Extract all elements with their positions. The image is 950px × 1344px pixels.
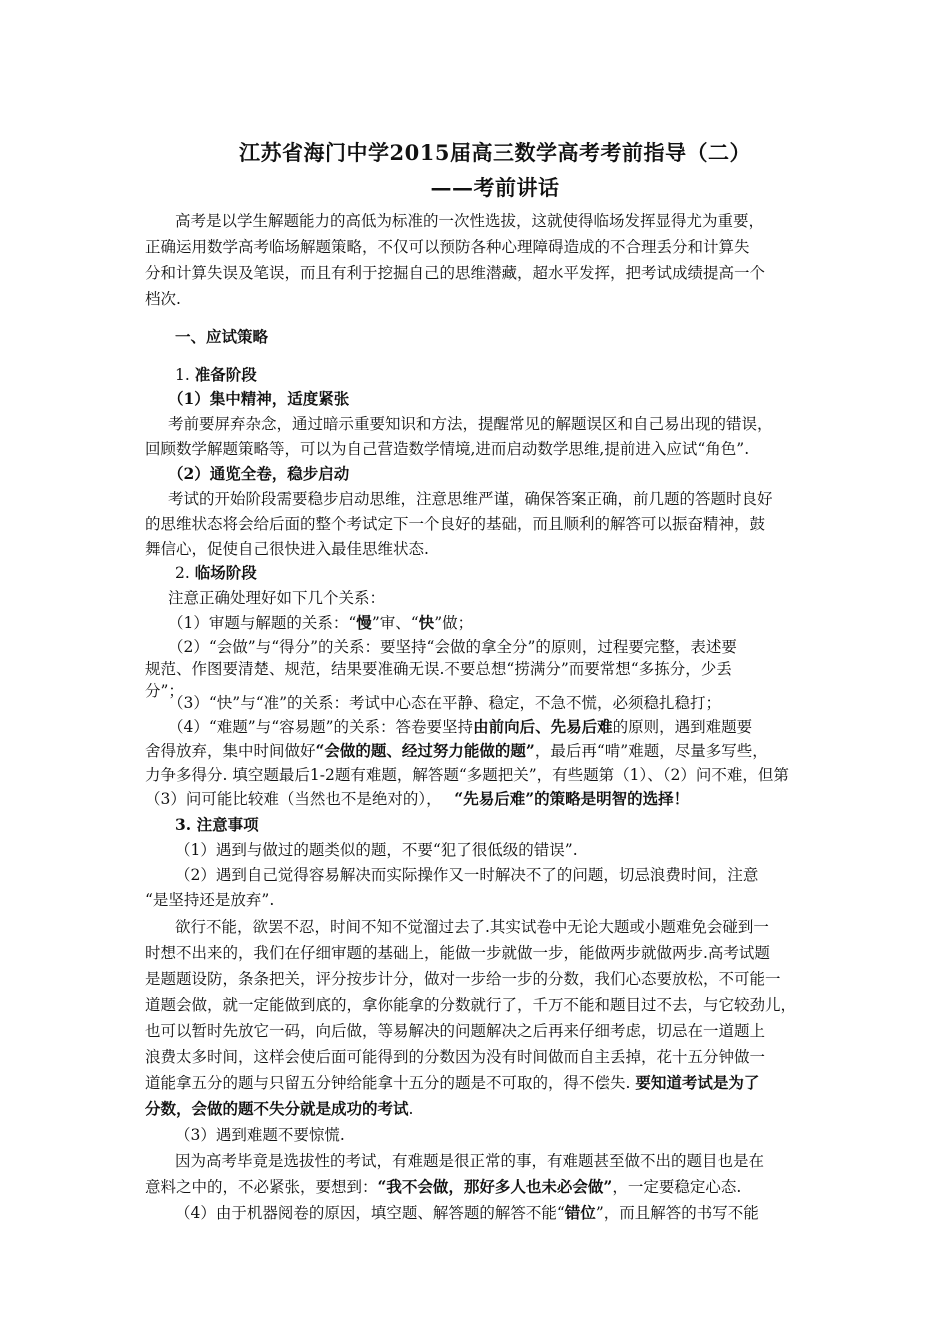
text-run: （3）“快”与“准”的关系：考试中心态在平静、稳定，不急不慌，必须稳扎稳打；: [168, 694, 722, 712]
paragraph-line: [145, 436, 825, 462]
text-run: （2）遇到自己觉得容易解决而实际操作又一时解决不了的问题，切忌浪费时间，注意: [175, 866, 759, 884]
bold-text-run: 分数，会做的题不失分就是成功的考试: [145, 1099, 409, 1118]
subsection-heading: [175, 560, 855, 586]
text-run: 的原则，遇到难题要: [612, 718, 753, 736]
text-run: 2.: [175, 564, 195, 582]
paragraph-line: [145, 887, 825, 913]
paragraph-line: [175, 837, 855, 863]
paragraph-line: [145, 966, 825, 992]
text-run: 是题题设防，条条把关，评分按步计分，做对一步给一步的分数，我们心态要放松，不可能一: [145, 970, 781, 988]
paragraph-line: [145, 940, 825, 966]
paragraph-line: [145, 1044, 825, 1070]
bold-text-run: 一、应试策略: [175, 327, 269, 346]
item-heading: [168, 386, 848, 412]
bold-text-run: “我不会做，那好多人也未必会做”: [377, 1177, 613, 1196]
paragraph-line: [145, 992, 825, 1018]
paragraph-line: [168, 714, 848, 740]
text-run: 回顾数学解题策略等，可以为自己营造数学情境,进而启动数学思维,提前进入应试“角色”.: [145, 440, 750, 458]
text-run: 档次.: [145, 290, 181, 308]
text-run: ”做；: [434, 614, 474, 632]
text-run: 高考是以学生解题能力的高低为标准的一次性选拔，这就使得临场发挥显得尤为重要，: [175, 212, 765, 230]
paragraph-line: [145, 1096, 825, 1122]
paragraph-line: [145, 1070, 825, 1096]
text-run: 舞信心，促使自己很快进入最佳思维状态.: [145, 540, 429, 558]
section-heading: [175, 324, 855, 350]
text-run: 意料之中的，不必紧张，要想到：: [145, 1178, 378, 1196]
text-run: （1）审题与解题的关系：“: [168, 614, 357, 632]
text-run: 正确运用数学高考临场解题策略，不仅可以预防各种心理障碍造成的不合理丢分和计算失: [145, 238, 750, 256]
text-run: 分和计算失误及笔误，而且有利于挖掘自己的思维潜藏，超水平发挥，把考试成绩提高一个: [145, 264, 766, 282]
bold-text-run: 3. 注意事项: [175, 815, 259, 834]
text-run: 注意正确处理好如下几个关系：: [168, 589, 386, 607]
paragraph-line: [145, 511, 825, 537]
item-heading: [168, 461, 848, 487]
paragraph-line: [175, 1200, 855, 1226]
text-run: （4）由于机器阅卷的原因，填空题、解答题的解答不能“: [175, 1204, 565, 1222]
paragraph-line: [145, 786, 825, 812]
text-run: 考前要屏弃杂念，通过暗示重要知识和方法，提醒常见的解题误区和自己易出现的错误，: [168, 415, 773, 433]
paragraph-line: [175, 914, 855, 940]
text-run: 1.: [175, 366, 195, 384]
paragraph-line: [175, 208, 855, 234]
bold-text-run: 要知道考试是为了: [635, 1073, 760, 1092]
bold-text-run: “先易后难”的策略是明智的选择！: [454, 789, 690, 808]
paragraph-line: [145, 260, 825, 286]
bold-text-run: 错位: [564, 1203, 596, 1222]
text-run: 力争多得分. 填空题最后1-2题有难题，解答题“多题把关”，有些题第（1）、（2）问不难，但第: [145, 766, 789, 784]
bold-text-run: “会做的题、经过努力能做的题”: [315, 741, 535, 760]
text-run: .: [408, 1100, 414, 1118]
bold-text-run: （2）通览全卷，稳步启动: [168, 464, 350, 483]
text-run: 浪费太多时间，这样会使后面可能得到的分数因为没有时间做而自主丢掉，花十五分钟做一: [145, 1048, 766, 1066]
text-run: ，一定要稳定心态.: [612, 1178, 742, 1196]
subsection-heading: [175, 812, 855, 838]
bold-text-run: 由前向后、先易后难: [473, 717, 613, 736]
bold-text-run: 准备阶段: [194, 365, 257, 384]
text-run: 道题会做，就一定能做到底的，拿你能拿的分数就行了，千万不能和题目过不去，与它较劲儿，: [145, 996, 797, 1014]
paragraph-line: [168, 690, 848, 716]
document-subtitle: ——考前讲话: [430, 175, 560, 200]
paragraph-line: [145, 762, 825, 788]
text-run: 舍得放弃，集中时间做好: [145, 742, 316, 760]
text-run: 欲行不能，欲罢不忍，时间不知不觉溜过去了.其实试卷中无论大题或小题难免会碰到一: [175, 918, 769, 936]
bold-text-run: 快: [418, 613, 435, 632]
text-run: （2）“会做”与“得分”的关系：要坚持“会做的拿全分”的原则，过程要完整，表述要: [168, 638, 737, 656]
paragraph-line: [175, 1148, 855, 1174]
paragraph-line: [168, 486, 848, 512]
text-run: （3）遇到难题不要惊慌.: [175, 1126, 345, 1144]
text-run: 道能拿五分的题与只留五分钟给能拿十五分的题是不可取的，得不偿失.: [145, 1074, 636, 1092]
text-run: 时想不出来的，我们在仔细审题的基础上，能做一步就做一步，能做两步就做两步.高考试题: [145, 944, 770, 962]
paragraph-line: [145, 286, 825, 312]
text-run: ”，而且解答的书写不能: [595, 1204, 759, 1222]
text-run: （4）“难题”与“容易题”的关系：答卷要坚持: [168, 718, 474, 736]
paragraph-line: [168, 610, 848, 636]
bold-text-run: 慢: [356, 613, 372, 632]
paragraph-line: [175, 862, 855, 888]
text-run: 考试的开始阶段需要稳步启动思维，注意思维严谨，确保答案正确，前几题的答题时良好: [168, 490, 773, 508]
text-run: （1）遇到与做过的题类似的题，不要“犯了很低级的错误”.: [175, 841, 578, 859]
text-run: 也可以暂时先放它一码，向后做，等易解决的问题解决之后再来仔细考虑，切忌在一道题上: [145, 1022, 766, 1040]
bold-text-run: （1）集中精神，适度紧张: [168, 389, 350, 408]
text-run: （3）问可能比较难（当然也不是绝对的），: [145, 790, 455, 808]
text-run: 因为高考毕竟是选拔性的考试，有难题是很正常的事，有难题甚至做不出的题目也是在: [175, 1152, 765, 1170]
text-run: 规范、作图要清楚、规范，结果要准确无误.不要总想“捞满分”而要常想“多拣分，少丢: [145, 660, 732, 678]
paragraph-line: [168, 411, 848, 437]
paragraph-line: [145, 1018, 825, 1044]
text-run: “是坚持还是放弃”.: [145, 891, 275, 909]
paragraph-line: [145, 1174, 825, 1200]
paragraph-line: [145, 234, 825, 260]
paragraph-line: [145, 738, 825, 764]
text-run: 的思维状态将会给后面的整个考试定下一个良好的基础，而且顺利的解答可以振奋精神，鼓: [145, 515, 766, 533]
document-title: 江苏省海门中学2015届高三数学高考考前指导（二）: [239, 140, 751, 165]
paragraph-line: [168, 585, 848, 611]
bold-text-run: 临场阶段: [194, 563, 257, 582]
paragraph-line: [175, 1122, 855, 1148]
subsection-heading: [175, 362, 855, 388]
text-run: ，最后再“啃”难题，尽量多写些，: [534, 742, 768, 760]
text-run: 分”；: [145, 682, 184, 700]
text-run: ”审、“: [371, 614, 419, 632]
paragraph-line: [145, 536, 825, 562]
